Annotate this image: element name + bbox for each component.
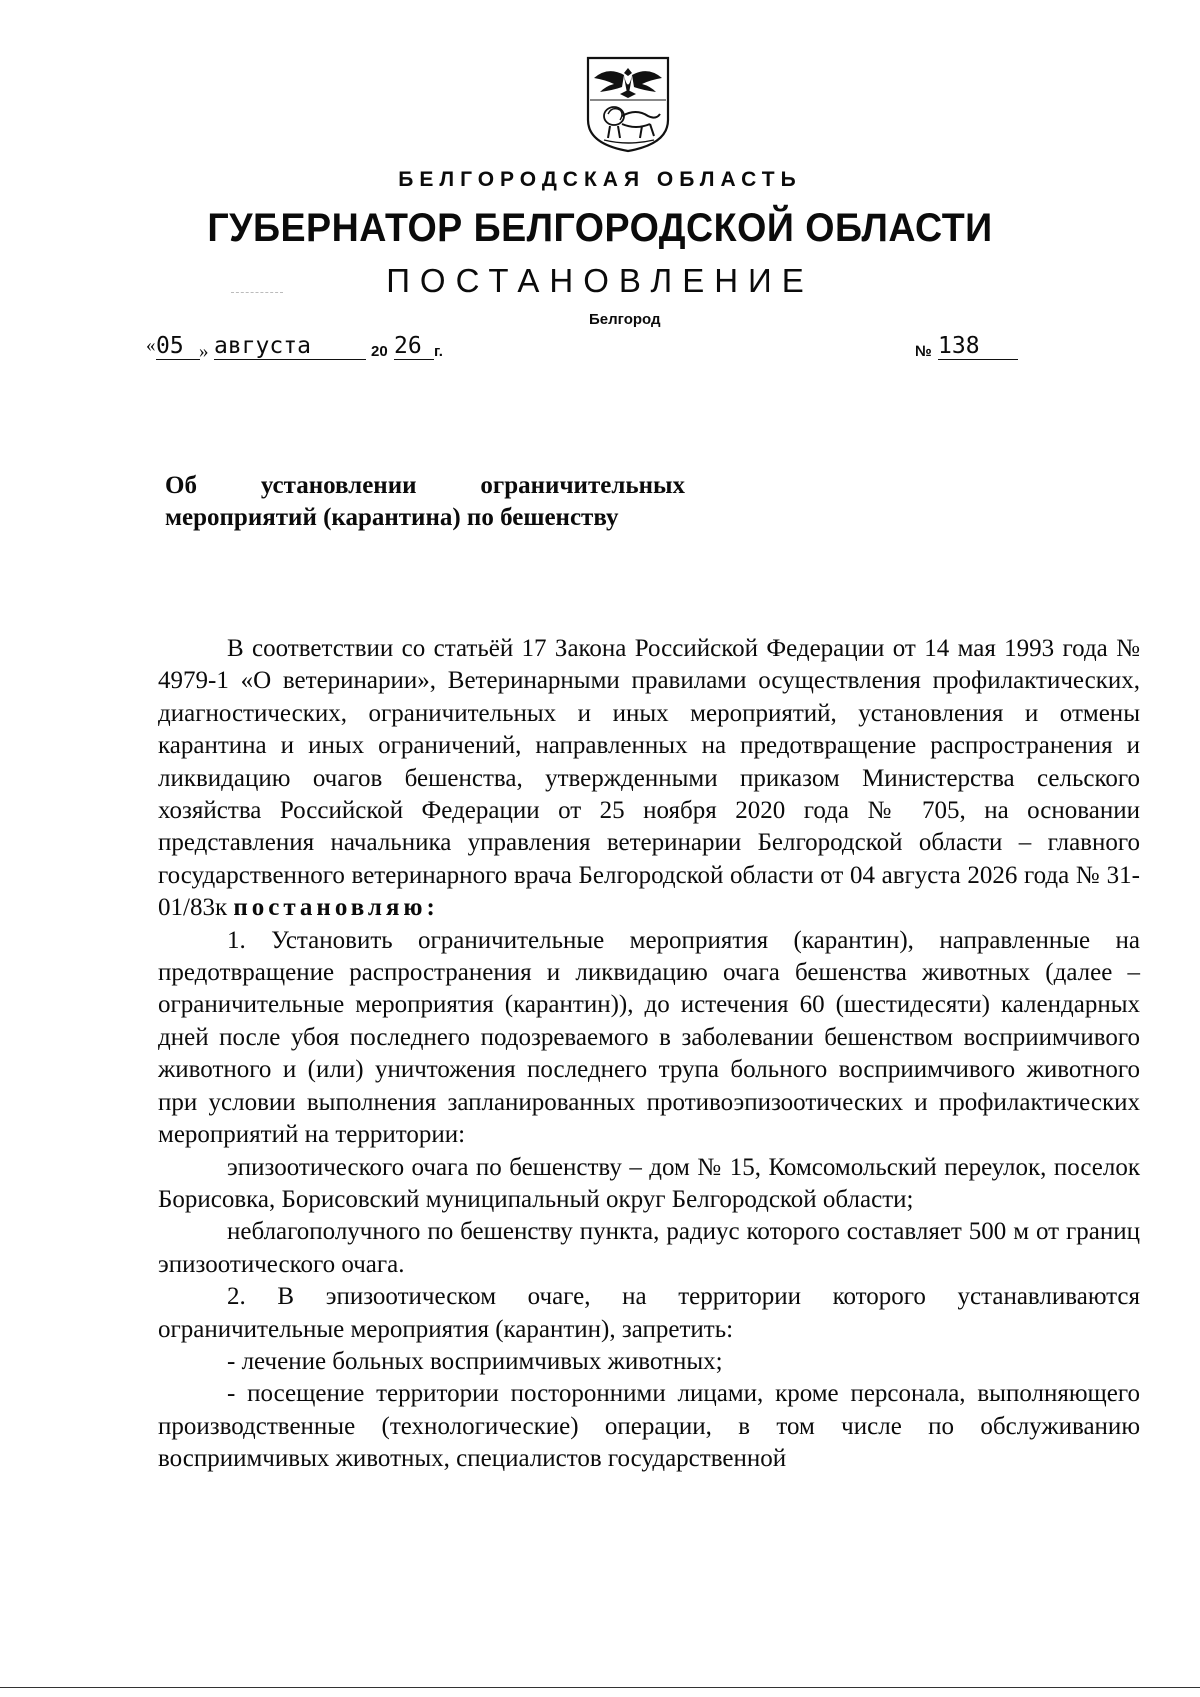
decree-title [165,470,685,534]
authority-heading: ГУБЕРНАТОР БЕЛГОРОДСКОЙ ОБЛАСТИ [207,206,993,250]
document-type-heading: ПОСТАНОВЛЕНИЕ [386,262,814,299]
page-bottom-edge-line [0,1687,1200,1688]
title-line-2: мероприятий (карантина) по бешенству [165,504,619,531]
decree-number: 138 [938,333,1018,360]
quote-close: » [199,341,209,362]
preamble-paragraph [158,633,1140,925]
resolve-word: постановляю: [233,894,439,922]
clause-1-item-focus: эпизоотического очага по бешенству – дом № 15, Комсомольский переулок, поселок Борисовка, Борисовский муниципальный округ Белгородской области; [158,1153,1140,1213]
title-word: установлении [260,472,417,499]
region-heading: БЕЛГОРОДСКАЯ ОБЛАСТЬ [398,168,802,191]
scan-smudge [231,292,283,293]
date-and-number-line [0,333,1200,373]
year-prefix: 20 [371,343,388,360]
clause-2-item-treatment: - лечение больных восприимчивых животных; [227,1347,723,1375]
quote-open: « [146,335,156,356]
title-word: ограничительных [480,472,685,499]
coat-of-arms-emblem [584,54,672,154]
date-day: 05 [156,333,200,360]
city-label: Белгород [589,311,661,328]
number-label: № [915,343,932,360]
title-word: Об [165,472,197,499]
preamble-text: В соответствии со статьёй 17 Закона Российской Федерации от 14 мая 1993 года № 4979-1 «О ветеринарии», Ветеринарными правилами осуществления профилактических, диагностических, ограничительных и иных мероприятий, установления и отмены карантина и иных ограничений, направленных на предотвращение распространения и ликвидацию очагов бешенства, утвержденными приказом Министерства сельского хозяйства Российской Федерации от 25 ноября 2020 года № 705, на основании представления начальника управления ветеринарии Белгородской области – главного государственного ветеринарного врача Белгородской области от 04 августа 2026 года № 31-01/83к [158,635,1140,922]
clause-1-item-zone: неблагополучного по бешенству пункта, радиус которого составляет 500 м от границ эпизоотического очага. [158,1218,1140,1278]
date-month: августа [214,333,366,360]
year-unit: г. [434,343,443,360]
year-suffix: 26 [394,333,434,360]
clause-2-item-access: - посещение территории посторонними лицами, кроме персонала, выполняющего производственные (технологические) операции, в том числе по обслуживанию восприимчивых животных, специалистов государственной [158,1380,1140,1473]
clause-1: 1. Установить ограничительные мероприятия (карантин), направленные на предотвращение распространения и ликвидацию очага бешенства животных (далее – ограничительные мероприятия (карантин)), до истечения 60 (шестидесяти) календарных дней после убоя последнего подозреваемого в заболевании бешенством восприимчивого животного и (или) уничтожения последнего трупа больного восприимчивого животного при условии выполнения запланированных противоэпизоотических и профилактических мероприятий на территории: [158,926,1140,1149]
clause-2: 2. В эпизоотическом очаге, на территории которого устанавливаются ограничительные мероприятия (карантин), запретить: [158,1283,1140,1343]
decree-body [158,633,1140,1476]
